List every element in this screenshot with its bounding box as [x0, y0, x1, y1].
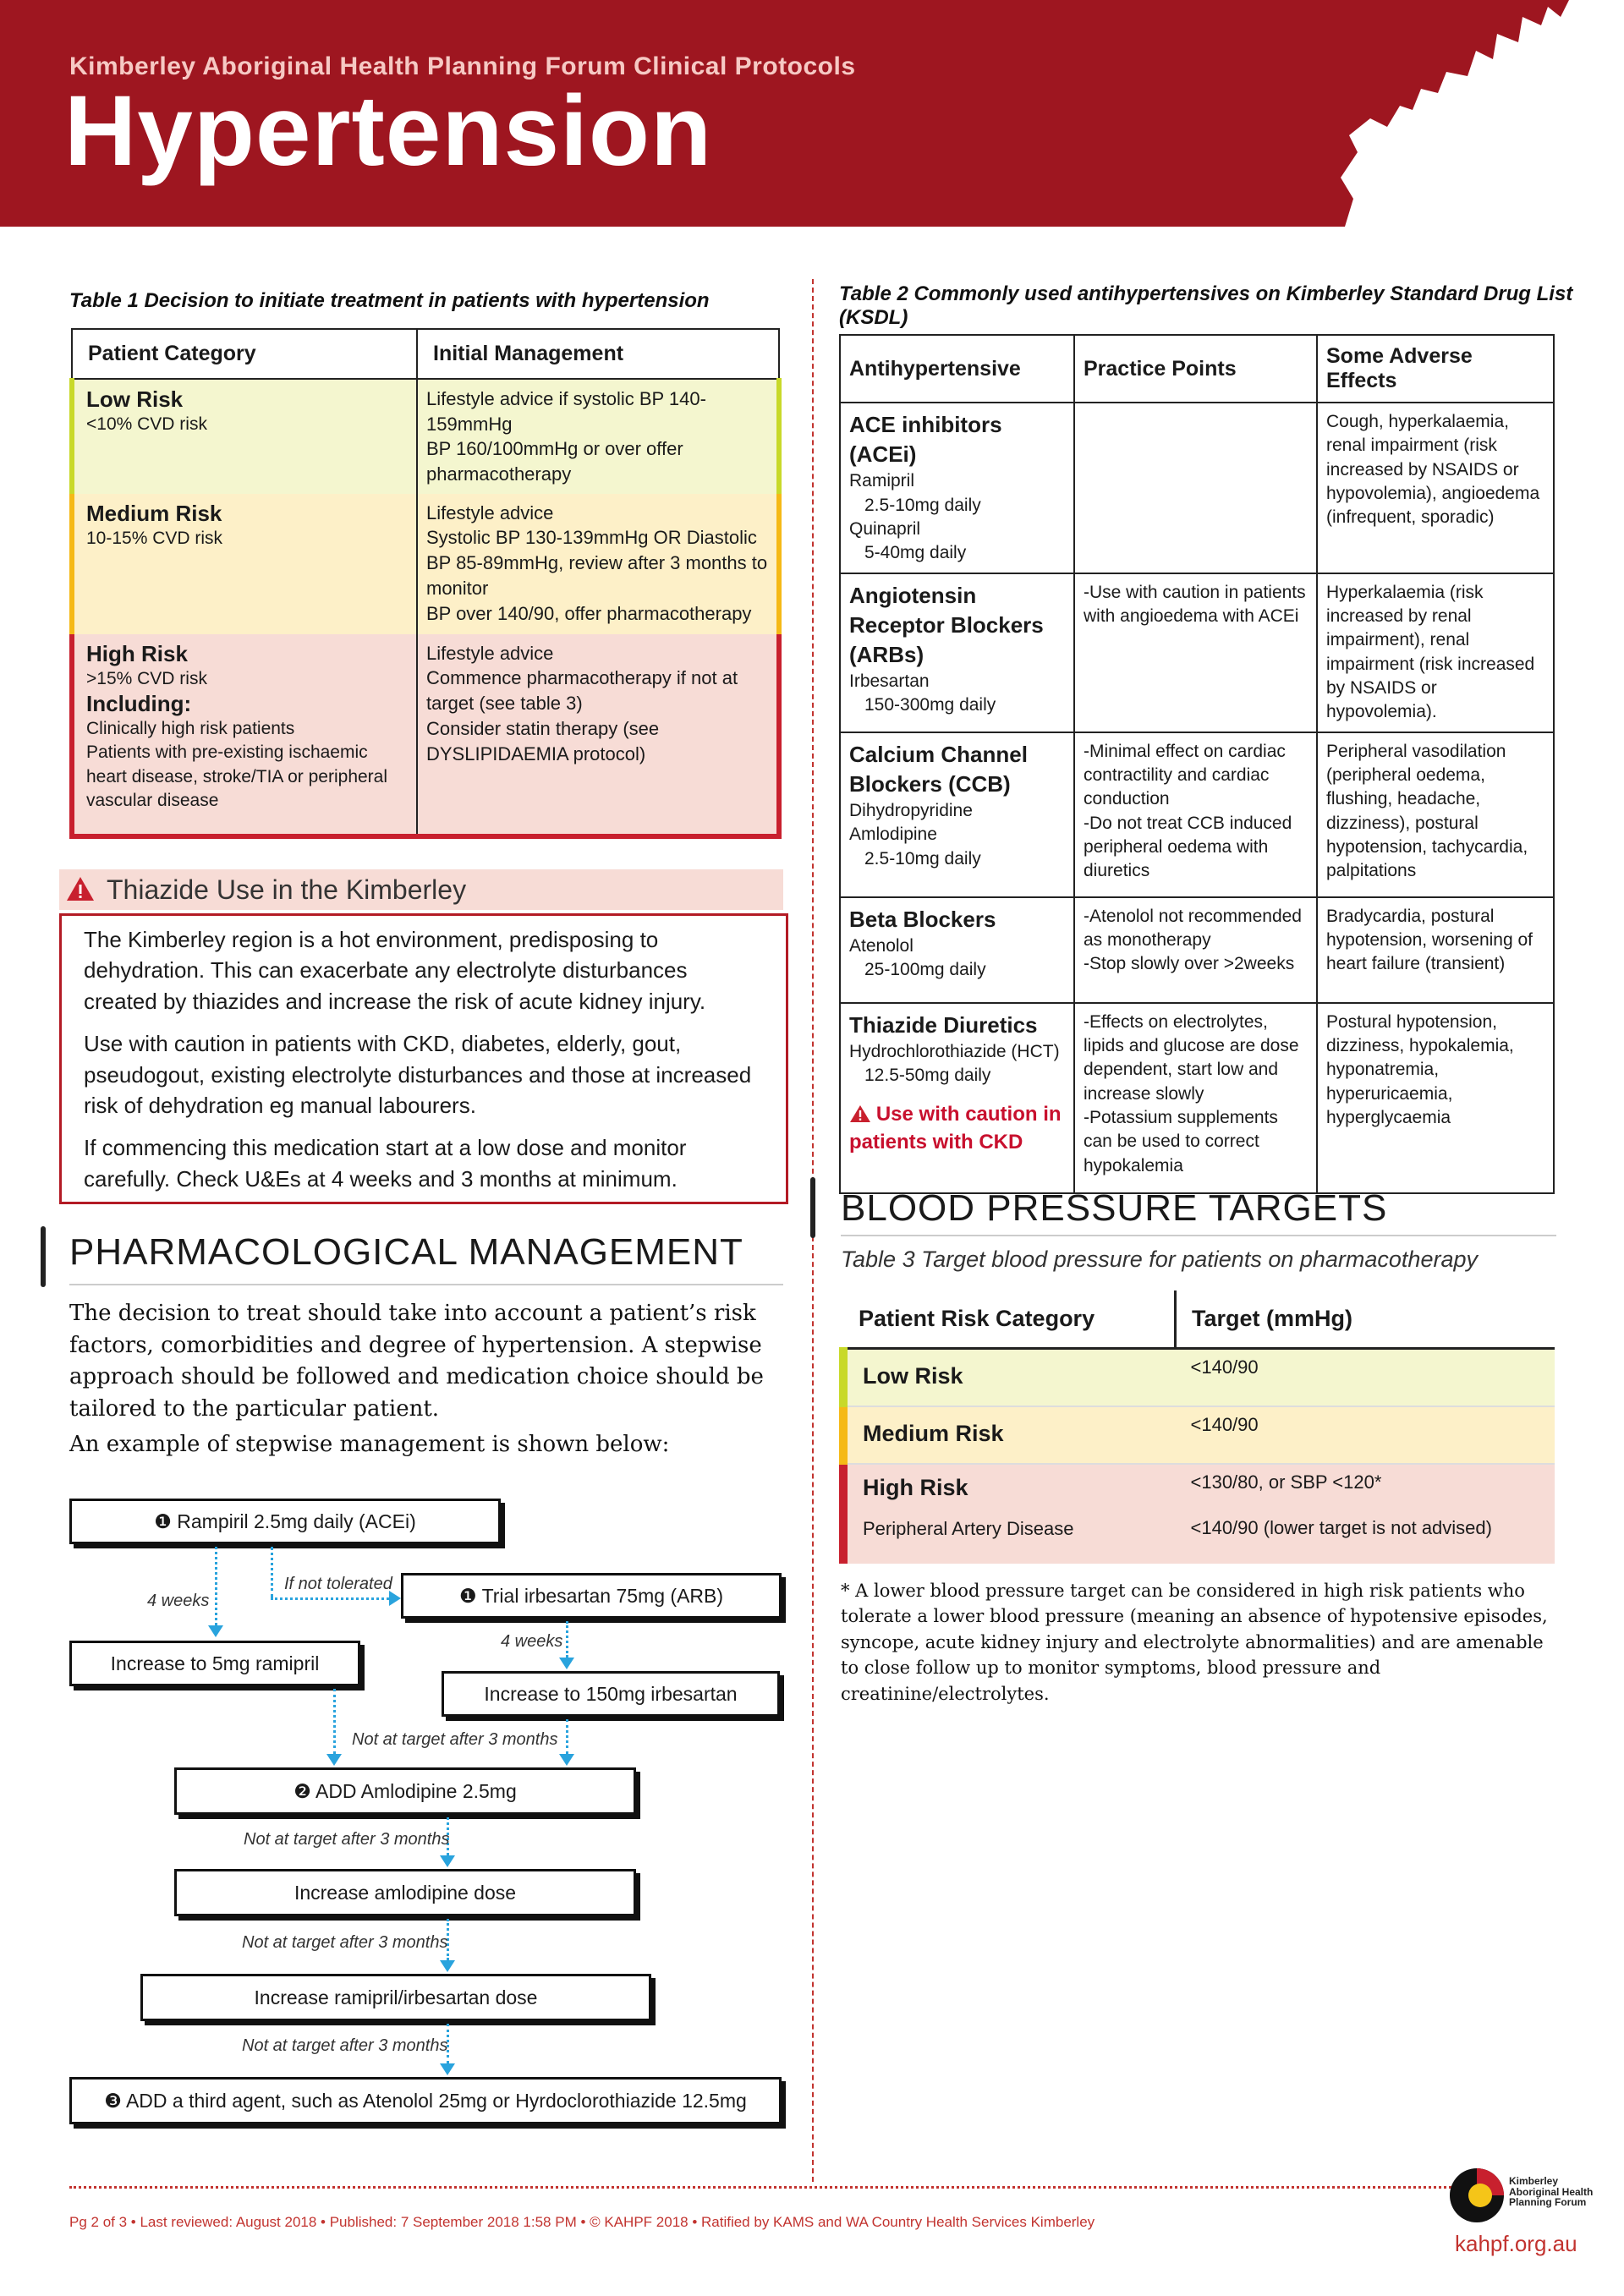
table2-caption: Table 2 Commonly used antihypertensives on Kimberley Standard Drug List (KSDL)	[839, 282, 1573, 329]
low-mgmt-1: Lifestyle advice if systolic BP 140-159mmHg	[426, 388, 706, 435]
table2-row	[840, 1003, 1554, 1193]
high-risk-label: High Risk	[86, 640, 188, 666]
drug-item: Irbesartan	[849, 671, 930, 691]
flow-arrow-down	[440, 1855, 455, 1867]
bp-high-sub: Peripheral Artery Disease	[863, 1517, 1074, 1539]
section-bar	[41, 1226, 46, 1287]
table2-header-drug: Antihypertensive	[840, 335, 1074, 403]
high-mgmt-2: Commence pharmacotherapy if not at target (see table 3)	[426, 667, 738, 715]
flow-label-4weeks-b: 4 weeks	[501, 1632, 563, 1651]
flow-arrow-down	[440, 2063, 455, 2075]
thiazide-p2: Use with caution in patients with CKD, diabetes, elderly, gout, pseudogout, existing electrolyte disturbances and those at increased risk of dehydration eg manual labourers.	[84, 1031, 752, 1118]
drug-name: ACE inhibitors (ACEi)	[849, 412, 1002, 468]
pharm-paragraph: The decision to treat should take into account a patient’s risk factors, comorbidities and degree of hypertension. A stepwise approach should be followed and medication choice should be tailored to the particular patient.	[69, 1301, 764, 1422]
drug-dose: 150-300mg daily	[864, 695, 996, 715]
table2-row	[840, 403, 1554, 573]
section-bar	[810, 1177, 815, 1238]
flow-connector	[566, 1621, 568, 1658]
medium-risk-label: Medium Risk	[86, 500, 222, 526]
warning-icon	[849, 1104, 871, 1123]
ckd-warning	[849, 1101, 1065, 1156]
flow-increase-ramipril: Increase to 5mg ramipril	[69, 1641, 360, 1686]
page-title: Hypertension	[64, 75, 713, 187]
bp-high-sub-target: <140/90 (lower target is not advised)	[1190, 1516, 1492, 1538]
pharm-heading: PHARMACOLOGICAL MANAGEMENT	[69, 1231, 743, 1273]
table3-caption: Table 3 Target blood pressure for patients on pharmacotherapy	[841, 1247, 1478, 1272]
flow-arrow-down	[326, 1754, 342, 1766]
table2-header-adverse: Some Adverse Effects	[1317, 335, 1554, 403]
table2	[839, 334, 1555, 1194]
drug-points: -Effects on electrolytes, lipids and glucose are dose dependent, start low and increase slowly -Potassium supplements can be used to correct hypokalemia	[1074, 1003, 1317, 1193]
high-risk-item-1: Clinically high risk patients	[86, 719, 295, 739]
flow-connector	[271, 1547, 273, 1597]
header-subtitle: Kimberley Aboriginal Health Planning Forum Clinical Protocols	[69, 52, 856, 80]
low-mgmt-2: BP 160/100mmHg or over offer pharmacotherapy	[426, 438, 683, 485]
flow-arrow-down	[559, 1658, 574, 1669]
high-risk-including: Including:	[86, 691, 192, 717]
pharm-divider	[69, 1284, 783, 1285]
table1-row-medium	[72, 494, 779, 634]
footer-text: Pg 2 of 3 • Last reviewed: August 2018 • Published: 7 September 2018 1:58 PM • © KAHPF 2018 • Ratified by KAMS and WA Country Health Services Kimberley	[69, 2214, 1095, 2230]
table1	[69, 328, 782, 839]
thiazide-title: Thiazide Use in the Kimberley	[107, 874, 467, 905]
drug-dose: 2.5-10mg daily	[864, 848, 981, 869]
drug-dose: 25-100mg daily	[864, 960, 986, 980]
flow-label-not-at-target-2: Not at target after 3 months	[244, 1830, 450, 1849]
drug-item: Atenolol	[849, 935, 914, 956]
drug-item: Quinapril	[849, 518, 921, 539]
drug-points: -Minimal effect on cardiac contractility and cardiac conduction -Do not treat CCB induced peripheral oedema with diuretics	[1074, 732, 1317, 897]
drug-item: Dihydropyridine	[849, 800, 973, 820]
flow-label-4weeks: 4 weeks	[147, 1592, 210, 1610]
drug-points	[1074, 403, 1317, 573]
drug-name: Angiotensin Receptor Blockers (ARBs)	[849, 582, 1044, 667]
bp-low-target: <140/90	[1190, 1356, 1259, 1378]
thiazide-p3: If commencing this medication start at a low dose and monitor carefully. Check U&Es at 4 weeks and 3 months at minimum.	[84, 1135, 687, 1192]
kahpf-logo-icon	[1448, 2167, 1506, 2224]
bp-low-label: Low Risk	[863, 1363, 963, 1389]
flow-connector	[271, 1597, 389, 1600]
high-risk-sub: >15% CVD risk	[86, 668, 207, 688]
flow-step2-amlodipine: ❷ ADD Amlodipine 2.5mg	[174, 1767, 636, 1815]
bp-medium-label: Medium Risk	[863, 1420, 1004, 1446]
drug-adverse: Postural hypotension, dizziness, hypokalemia, hyponatremia, hyperuricaemia, hyperglycaemia	[1317, 1003, 1554, 1193]
footer-url[interactable]: kahpf.org.au	[1455, 2231, 1577, 2256]
drug-dose: 2.5-10mg daily	[864, 495, 981, 515]
bp-high-label: High Risk	[863, 1474, 968, 1500]
thiazide-p1: The Kimberley region is a hot environment, predisposing to dehydration. This can exacerbate any electrolyte disturbances created by thiazides and increase the risk of acute kidney injury.	[84, 927, 706, 1014]
drug-adverse: Bradycardia, postural hypotension, worsening of heart failure (transient)	[1317, 897, 1554, 1003]
table1-row-high	[72, 634, 779, 836]
table3-row-low	[843, 1349, 1555, 1406]
flow-step3-third-agent: ❸ ADD a third agent, such as Atenolol 25mg or Hyrdoclorothiazide 12.5mg	[69, 2077, 782, 2124]
table3-header-target: Target (mmHg)	[1192, 1306, 1353, 1331]
high-mgmt-3: Consider statin therapy (see DYSLIPIDAEMIA protocol)	[426, 717, 660, 764]
flow-increase-irbesartan: Increase to 150mg irbesartan	[442, 1671, 780, 1717]
drug-dose: 5-40mg daily	[864, 543, 967, 563]
table3	[839, 1290, 1555, 1564]
flow-label-not-tolerated: If not tolerated	[284, 1575, 392, 1593]
logo-text: Kimberley Aboriginal Health Planning Forum	[1509, 2175, 1594, 2209]
flow-label-not-at-target-4: Not at target after 3 months	[242, 2036, 448, 2055]
flow-connector	[215, 1547, 217, 1625]
table2-row	[840, 573, 1554, 732]
flow-arrow-down	[440, 1960, 455, 1972]
medium-mgmt-2: Systolic BP 130-139mmHg OR Diastolic BP 85-89mmHg, review after 3 months to monitor	[426, 527, 768, 599]
medium-risk-sub: 10-15% CVD risk	[86, 528, 223, 548]
drug-adverse: Cough, hyperkalaemia, renal impairment (risk increased by NSAIDS or hypovolemia), angioedema (infrequent, sporadic)	[1317, 403, 1554, 573]
table1-caption: Table 1 Decision to initiate treatment in patients with hypertension	[69, 289, 710, 312]
drug-item: Amlodipine	[849, 825, 937, 845]
bp-footnote: * A lower blood pressure target can be considered in high risk patients who tolerate a lower blood pressure (meaning an absence of hypotensive episodes, syncope, acute kidney injury and electrolyte abnormalities) and are amenable to close follow up to monitor symptoms, blood pressure and creatinine/electrolytes.	[841, 1581, 1548, 1704]
drug-points: -Use with caution in patients with angioedema with ACEi	[1074, 573, 1317, 732]
ckd-warning-text: Use with caution in patients with CKD	[849, 1103, 1062, 1153]
bp-high-target: <130/80, or SBP <120*	[1190, 1471, 1382, 1493]
drug-name: Beta Blockers	[849, 906, 996, 932]
table3-row-medium	[843, 1406, 1555, 1464]
medium-mgmt-3: BP over 140/90, offer pharmacotherapy	[426, 602, 752, 624]
high-risk-item-2: Patients with pre-existing ischaemic heart disease, stroke/TIA or peripheral vascular disease	[86, 743, 388, 811]
bp-divider	[841, 1235, 1556, 1236]
table1-row-low	[72, 379, 779, 494]
high-mgmt-1: Lifestyle advice	[426, 642, 554, 664]
drug-dose: 12.5-50mg daily	[864, 1066, 991, 1086]
flow-label-not-at-target-1: Not at target after 3 months	[352, 1730, 558, 1749]
table2-row	[840, 732, 1554, 897]
drug-points: -Atenolol not recommended as monotherapy -Stop slowly over >2weeks	[1074, 897, 1317, 1003]
flow-increase-ram-irb: Increase ramipril/irbesartan dose	[140, 1974, 651, 2021]
thiazide-box	[59, 913, 788, 1204]
flow-arrow-down	[559, 1754, 574, 1766]
table3-row-high	[843, 1464, 1555, 1564]
flow-arrow-down	[208, 1625, 223, 1637]
bp-heading: BLOOD PRESSURE TARGETS	[841, 1187, 1388, 1229]
drug-item: Hydrochlorothiazide (HCT)	[849, 1041, 1060, 1061]
drug-item: Ramipril	[849, 471, 915, 491]
flow-step1-ramipril: ❶ Rampiril 2.5mg daily (ACEi)	[69, 1499, 501, 1544]
warning-icon	[66, 876, 95, 901]
medium-mgmt-1: Lifestyle advice	[426, 501, 554, 523]
footer-divider	[69, 2186, 1457, 2189]
table1-header-management: Initial Management	[417, 329, 779, 379]
drug-name: Calcium Channel Blockers (CCB)	[849, 741, 1028, 797]
flow-connector	[333, 1689, 336, 1754]
drug-adverse: Peripheral vasodilation (peripheral oedema, flushing, headache, dizziness), postural hypotension, tachycardia, palpitations	[1317, 732, 1554, 897]
kimberley-map-icon	[1320, 0, 1624, 227]
pharm-paragraph-2: An example of stepwise management is shown below:	[69, 1432, 670, 1457]
table1-header-category: Patient Category	[72, 329, 417, 379]
flow-increase-amlodipine: Increase amlodipine dose	[174, 1869, 636, 1916]
low-risk-label: Low Risk	[86, 386, 184, 412]
low-risk-sub: <10% CVD risk	[86, 414, 207, 434]
flow-connector	[566, 1719, 568, 1754]
drug-adverse: Hyperkalaemia (risk increased by renal impairment), renal impairment (risk increased by NSAIDS or hypovolemia).	[1317, 573, 1554, 732]
drug-name: Thiazide Diuretics	[849, 1011, 1038, 1038]
table2-header-points: Practice Points	[1074, 335, 1317, 403]
table2-row	[840, 897, 1554, 1003]
flow-step1-irbesartan: ❶ Trial irbesartan 75mg (ARB)	[401, 1573, 782, 1619]
thiazide-title-bar	[59, 869, 783, 910]
flow-label-not-at-target-3: Not at target after 3 months	[242, 1933, 448, 1952]
bp-medium-target: <140/90	[1190, 1413, 1259, 1435]
table3-header-category: Patient Risk Category	[843, 1290, 1176, 1349]
